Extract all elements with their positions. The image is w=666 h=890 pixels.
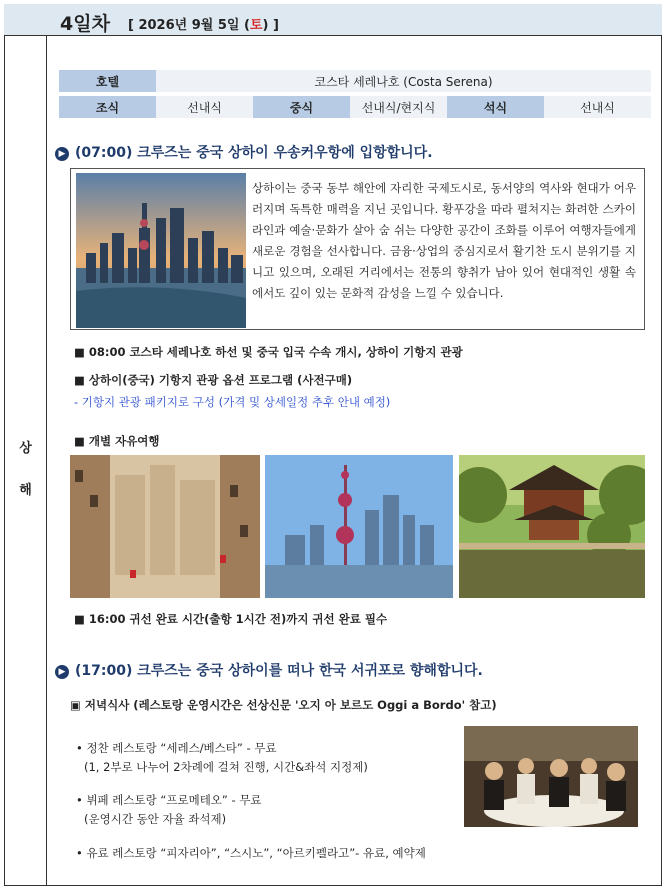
- item-disembark: ■ 08:00 코스타 세레나호 하선 및 중국 입국 수속 개시, 상하이 기항지 관광: [74, 345, 463, 359]
- section-departure-title: ▶ (17:00) 크루즈는 중국 상하이를 떠나 한국 서귀포로 향해합니다.: [55, 660, 483, 680]
- bund-reflection-image: [70, 455, 260, 598]
- hotel-label: 호텔: [59, 70, 156, 92]
- day-label: 4일차: [60, 13, 110, 35]
- shanghai-skyline-image: [76, 173, 246, 328]
- meal-table: [59, 66, 651, 122]
- arrow-right-icon: ▶: [55, 147, 69, 161]
- lunch-label: 중식: [253, 96, 350, 118]
- arrow-right-icon: ▶: [55, 665, 69, 679]
- yu-garden-image: [459, 455, 645, 598]
- day-header: [4, 4, 662, 36]
- restaurant-item: • 유료 레스토랑 “피자리아”, “스시노”, “아르키펠라고”- 유료, 예약제: [76, 846, 426, 860]
- date-label: [ 2026년 9월 5일 (토) ]: [128, 18, 279, 33]
- restaurant-item: • 정찬 레스토랑 “세레스/베스타” - 무료 (1, 2부로 나누어 2차례에 걸쳐 진행, 시간&좌석 지정제): [76, 741, 368, 774]
- hotel-value: 코스타 세레나호 (Costa Serena): [156, 70, 651, 92]
- dinner-value: 선내식: [544, 96, 651, 118]
- item-optional-tour-note: - 기항지 관광 패키지로 구성 (가격 및 상세일정 추후 안내 예정): [74, 395, 391, 409]
- pudong-skyline-image: [265, 455, 453, 598]
- intro-text: 상하이는 중국 동부 해안에 자리한 국제도시로, 동서양의 역사와 현대가 어우러지며 독특한 매력을 지닌 곳입니다. 황푸강을 따라 펼쳐지는 화려한 스카이라인과 예술·문화가 살아 숨 쉬는 다양한 공간이 조화를 이루어 여행자들에게 새로운 경험을 선사합니다. 금융·상업의 중심지로서 활기찬 도시 분위기를 지니고 있으며, 오래된 거리에서는 전통의 향취가 남아 있어 현대적인 생활 속에서도 깊이 있는 문화적 감성을 느낄 수 있습니다.: [252, 181, 636, 300]
- lunch-value: 선내식/현지식: [350, 96, 447, 118]
- section-arrival-title: ▶ (07:00) 크루즈는 중국 상하이 우송커우항에 입항합니다.: [55, 142, 433, 162]
- breakfast-value: 선내식: [156, 96, 253, 118]
- region-label: 상 해: [19, 441, 32, 498]
- restaurant-item: • 뷔페 레스토랑 “프로메테오” - 무료 (운영시간 동안 자율 좌석제): [76, 793, 262, 826]
- item-return-time: ■ 16:00 귀선 완료 시간(출항 1시간 전)까지 귀선 완료 필수: [74, 612, 388, 626]
- dining-photo: [464, 726, 638, 827]
- day-of-week: 토: [249, 18, 263, 33]
- dinner-info-title: ▣ 저녁식사 (레스토랑 운영시간은 선상신문 '오지 아 보르도 Oggi a Bordo' 참고): [70, 698, 497, 712]
- dinner-label: 석식: [447, 96, 544, 118]
- item-optional-tour: ■ 상하이(중국) 기항지 관광 옵션 프로그램 (사전구매): [74, 373, 353, 387]
- item-free-travel: ■ 개별 자유여행: [74, 434, 160, 448]
- breakfast-label: 조식: [59, 96, 156, 118]
